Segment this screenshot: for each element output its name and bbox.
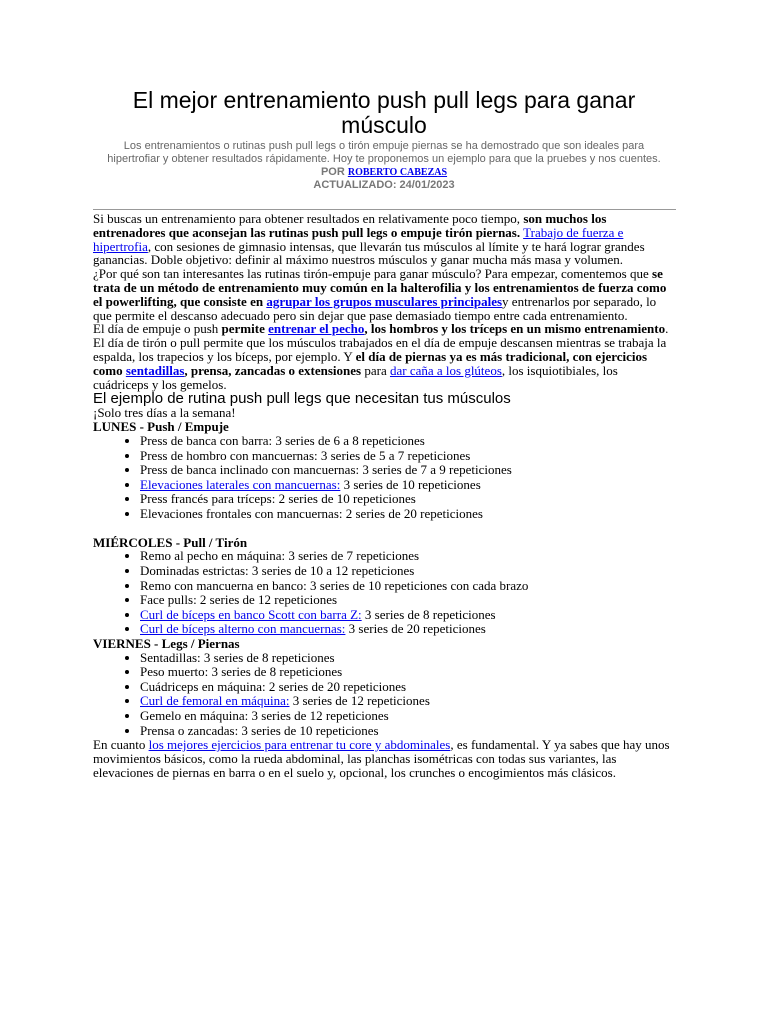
text: para (361, 362, 390, 378)
exercise-item (140, 651, 675, 666)
exercise-list-monday (93, 434, 675, 522)
text: y entrenarlos por separado, lo que permite el descanso adecuado pero sin dejar que pase demasiado tiempo entre cada entrenamiento. (93, 293, 657, 323)
bold-text: , prensa, zancadas o extensiones (184, 362, 362, 378)
exercise-item (140, 694, 675, 709)
updated-date: ACTUALIZADO: 24/01/2023 (313, 179, 455, 191)
exercise-item (140, 463, 675, 478)
byline (100, 166, 668, 179)
exercise-link[interactable]: Curl de femoral en máquina: (140, 693, 290, 709)
bold-text: permite (221, 321, 269, 337)
text: Si buscas un entrenamiento para obtener resultados en relativamente poco tiempo, (93, 211, 524, 226)
text: , con sesiones de gimnasio intensas, que llevarán tus músculos al límite y te hará lograr grandes ganancias. Doble objetivo: definir al máximo nuestros músculos y ganar mucha más masa y volumen. (93, 238, 645, 268)
article-subtitle: Los entrenamientos o rutinas push pull legs o tirón empuje piernas se ha demostrado que son ideales para hipertrofiar y obtener resultados rápidamente. Hoy te proponemos un ejemplo para que la pruebes y nos cuentes. (107, 140, 661, 165)
header-divider (93, 209, 676, 210)
section-intro: ¡Solo tres días a la semana! (93, 405, 236, 421)
exercise-text: 3 series de 12 repeticiones (289, 693, 430, 709)
bold-text: se trata de un método de entrenamiento muy común en la halterofilia y los entrenamientos de fuerza como el powerlifting, que consiste en (93, 266, 667, 309)
exercise-item (140, 478, 675, 493)
exercise-text: Press de hombro con mancuernas: 3 series de 5 a 7 repeticiones (140, 447, 471, 463)
exercise-text: Dominadas estrictas: 3 series de 10 a 12 repeticiones (140, 562, 415, 578)
exercise-item (140, 434, 675, 449)
exercise-item (140, 709, 675, 724)
exercise-item (140, 665, 675, 680)
exercise-text: 3 series de 10 repeticiones (340, 476, 481, 492)
exercise-text: 3 series de 8 repeticiones (361, 606, 496, 622)
exercise-text: Prensa o zancadas: 3 series de 10 repeticiones (140, 722, 379, 738)
text: ¿Por qué son tan interesantes las rutinas tirón-empuje para ganar músculo? Para empezar, comentemos que (93, 266, 653, 282)
exercise-item (140, 593, 675, 608)
exercise-item (140, 507, 675, 522)
exercise-text: Sentadillas: 3 series de 8 repeticiones (140, 649, 335, 665)
bold-text: son muchos los entrenadores que aconsejan las rutinas push pull legs o empuje tirón piernas. (93, 211, 607, 240)
paragraph-closing (93, 738, 675, 779)
exercise-item (140, 622, 675, 637)
bold-text: , los hombros y los tríceps en un mismo entrenamiento (364, 321, 666, 337)
exercise-text: Press de banca con barra: 3 series de 6 a 8 repeticiones (140, 432, 425, 448)
exercise-text: Elevaciones frontales con mancuernas: 2 series de 20 repeticiones (140, 505, 483, 521)
text: , es fundamental. Y ya sabes que hay unos movimientos básicos, como la rueda abdominal, las planchas isométricas con todas sus variantes, las elevaciones de piernas en barra o en el suelo y, opcional, los crunches o encogimientos más clásicos. (93, 737, 670, 780)
exercise-text: Press francés para tríceps: 2 series de 10 repeticiones (140, 491, 416, 507)
day-title-wednesday: MIÉRCOLES - Pull / Tirón (93, 534, 248, 550)
text: El día de empuje o push (93, 321, 222, 337)
day-title-friday: VIERNES - Legs / Piernas (93, 635, 240, 651)
exercise-item (140, 449, 675, 464)
exercise-item (140, 564, 675, 579)
exercise-text: Peso muerto: 3 series de 8 repeticiones (140, 664, 343, 680)
paragraph-intro (93, 212, 675, 267)
exercise-list-friday (93, 651, 675, 739)
bold-text: el día de piernas ya es más tradicional, con ejercicios como (93, 348, 648, 378)
section-heading: El ejemplo de rutina push pull legs que necesitan tus músculos (93, 390, 511, 408)
exercise-item (140, 579, 675, 594)
exercise-item (140, 724, 675, 739)
exercise-text: Remo con mancuerna en banco: 3 series de 10 repeticiones con cada brazo (140, 577, 529, 593)
exercise-item (140, 492, 675, 507)
exercise-text: Face pulls: 2 series de 12 repeticiones (140, 592, 338, 608)
link-entrenar-pecho[interactable]: entrenar el pecho (268, 321, 365, 337)
exercise-text: Cuádriceps en máquina: 2 series de 20 repeticiones (140, 678, 407, 694)
exercise-item (140, 549, 675, 564)
article-body (93, 212, 675, 780)
link-gluteos[interactable]: dar caña a los glúteos (389, 362, 502, 378)
exercise-text: Remo al pecho en máquina: 3 series de 7 repeticiones (140, 548, 420, 564)
spacer (93, 522, 675, 536)
paragraph-why (93, 267, 675, 322)
text: . El día de tirón o pull permite que los músculos trabajados en el día de empuje descansen mientras se trabaja la espalda, los trapecios y los bíceps, por ejemplo. Y (93, 321, 669, 364)
link-sentadillas[interactable]: sentadillas (125, 362, 185, 378)
exercise-text: Gemelo en máquina: 3 series de 12 repeticiones (140, 708, 389, 724)
exercise-item (140, 680, 675, 695)
exercise-list-wednesday (93, 549, 675, 637)
day-title-monday: LUNES - Push / Empuje (93, 419, 229, 435)
exercise-link[interactable]: Curl de bíceps alterno con mancuernas: (140, 621, 346, 637)
exercise-item (140, 608, 675, 623)
text: , los isquiotibiales, los cuádriceps y los gemelos. (93, 362, 618, 392)
exercise-link[interactable]: Elevaciones laterales con mancuernas: (140, 476, 341, 492)
link-core-abdominales[interactable]: los mejores ejercicios para entrenar tu core y abdominales (148, 737, 451, 753)
link-fuerza-hipertrofia[interactable]: Trabajo de fuerza e hipertrofia (93, 224, 624, 254)
text: En cuanto (93, 737, 149, 753)
exercise-text: Press de banca inclinado con mancuernas: 3 series de 7 a 9 repeticiones (140, 462, 512, 478)
exercise-link[interactable]: Curl de bíceps en banco Scott con barra Z: (140, 606, 362, 622)
article-title: El mejor entrenamiento push pull legs para ganar músculo (132, 87, 636, 138)
link-grupos-musculares[interactable]: agrupar los grupos musculares principales (266, 293, 503, 309)
paragraph-days (93, 322, 675, 391)
author-link[interactable]: ROBERTO CABEZAS (347, 167, 448, 178)
by-label: POR (320, 166, 345, 178)
exercise-text: 3 series de 20 repeticiones (345, 621, 486, 637)
article-header (100, 88, 668, 191)
